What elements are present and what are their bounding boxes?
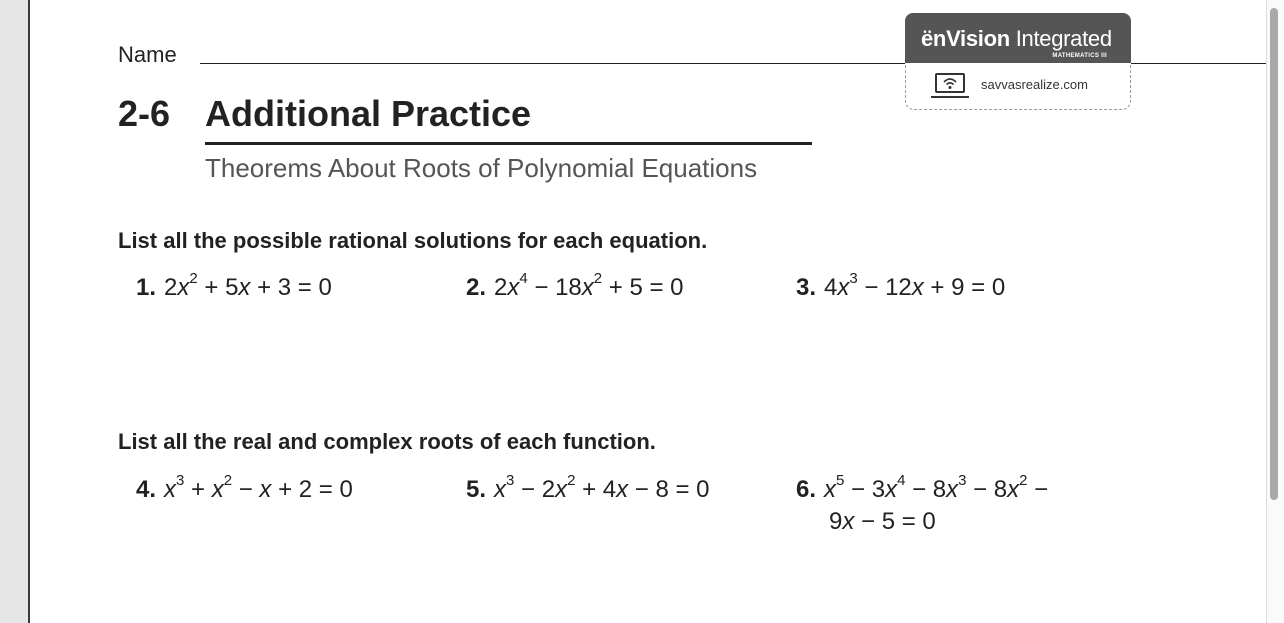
problem-2 — [466, 272, 684, 304]
course-label: MATHEMATICS III — [1052, 53, 1107, 59]
section-1-instruction: List all the possible rational solutions for each equation. — [118, 228, 708, 253]
problem-3 — [796, 272, 1005, 304]
equation: $x^5 - 3x^4 - 8x^3 - 8x^2$ − — [824, 472, 1049, 503]
problem-number: 4. — [136, 476, 157, 503]
device-base — [931, 96, 969, 98]
problem-5 — [466, 474, 710, 506]
problem-number: 6. — [796, 476, 817, 503]
left-margin — [0, 0, 30, 623]
scrollbar-thumb[interactable] — [1270, 8, 1278, 500]
problem-number: 2. — [466, 274, 487, 301]
wifi-icon — [937, 75, 963, 91]
title-rule — [205, 142, 812, 145]
section-2-instruction: List all the real and complex roots of each function. — [118, 429, 656, 454]
problem-4 — [136, 474, 353, 506]
problem-number: 5. — [466, 476, 487, 503]
equation: $x^3 - 2x^2 + 4x - 8 = 0$ — [494, 472, 710, 503]
equation: $2x^2 + 5x + 3 = 0$ — [164, 270, 332, 301]
lesson-number: 2-6 — [118, 93, 171, 134]
problem-number: 1. — [136, 274, 157, 301]
problem-6-continuation: 9x − 5 = 0 — [829, 508, 936, 535]
brand-name-light: Integrated — [1009, 26, 1112, 51]
brand-name — [921, 26, 1112, 52]
lesson-subtitle: Theorems About Roots of Polynomial Equations — [205, 153, 758, 183]
name-label: Name — [118, 42, 177, 67]
brand-name-bold: ënVision — [921, 26, 1010, 51]
equation: $2x^4 - 18x^2 + 5 = 0$ — [494, 270, 684, 301]
lesson-title: Additional Practice — [205, 93, 532, 134]
equation: $4x^3 - 12x + 9 = 0$ — [824, 270, 1006, 301]
website-link[interactable]: savvasrealize.com — [981, 77, 1088, 92]
problem-6 — [796, 474, 1048, 506]
device-wifi-icon — [935, 73, 965, 93]
problem-number: 3. — [796, 274, 817, 301]
problem-1 — [136, 272, 332, 304]
equation: $x^3 + x^2 - x + 2 = 0$ — [164, 472, 353, 503]
envision-badge-header — [905, 13, 1131, 63]
